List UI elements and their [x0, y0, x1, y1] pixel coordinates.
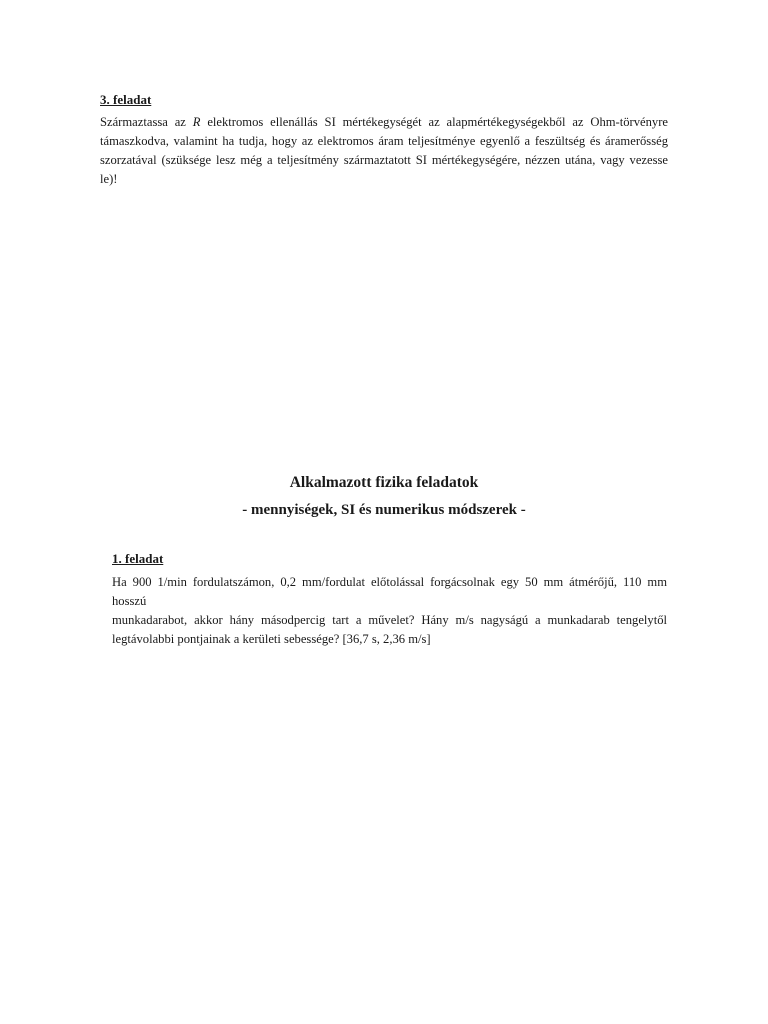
task-3-line-3: szorzatával (szüksége lesz még a teljesítmény származtatott SI mértékegységére, nézzen utána, vagy vezesse: [100, 153, 668, 167]
task-3-line-1-start: Származtassa az: [100, 115, 193, 129]
task-3-heading: 3. feladat: [100, 92, 152, 107]
task-3-line-4: le)!: [100, 172, 118, 186]
task-1-heading: 1. feladat: [112, 551, 164, 566]
task-3-line-1-end: elektromos ellenállás SI mértékegységét az alapmértékegységekből az Ohm-törvényre: [200, 115, 668, 129]
task-1-line-1: Ha 900 1/min fordulatszámon, 0,2 mm/fordulat előtolással forgácsolnak egy 50 mm átmérőjű, 110 mm hosszú: [112, 575, 667, 608]
task-1-line-2: munkadarabot, akkor hány másodpercig tart a művelet? Hány m/s nagyságú a munkadarab tengelytől: [112, 613, 667, 627]
document-subtitle: - mennyiségek, SI és numerikus módszerek -: [242, 502, 526, 518]
task-1-text: [112, 573, 667, 649]
task-3-text: [100, 113, 668, 189]
task-3-line-2: támaszkodva, valamint ha tudja, hogy az elektromos áram teljesítménye egyenlő a feszültség és áramerősség: [100, 134, 668, 148]
task-1-line-3: legtávolabbi pontjainak a kerületi sebessége? [36,7 s, 2,36 m/s]: [112, 632, 431, 646]
document-title: Alkalmazott fizika feladatok: [289, 474, 479, 491]
resistance-variable: R: [192, 115, 201, 129]
task-3-line-1: [100, 113, 668, 132]
